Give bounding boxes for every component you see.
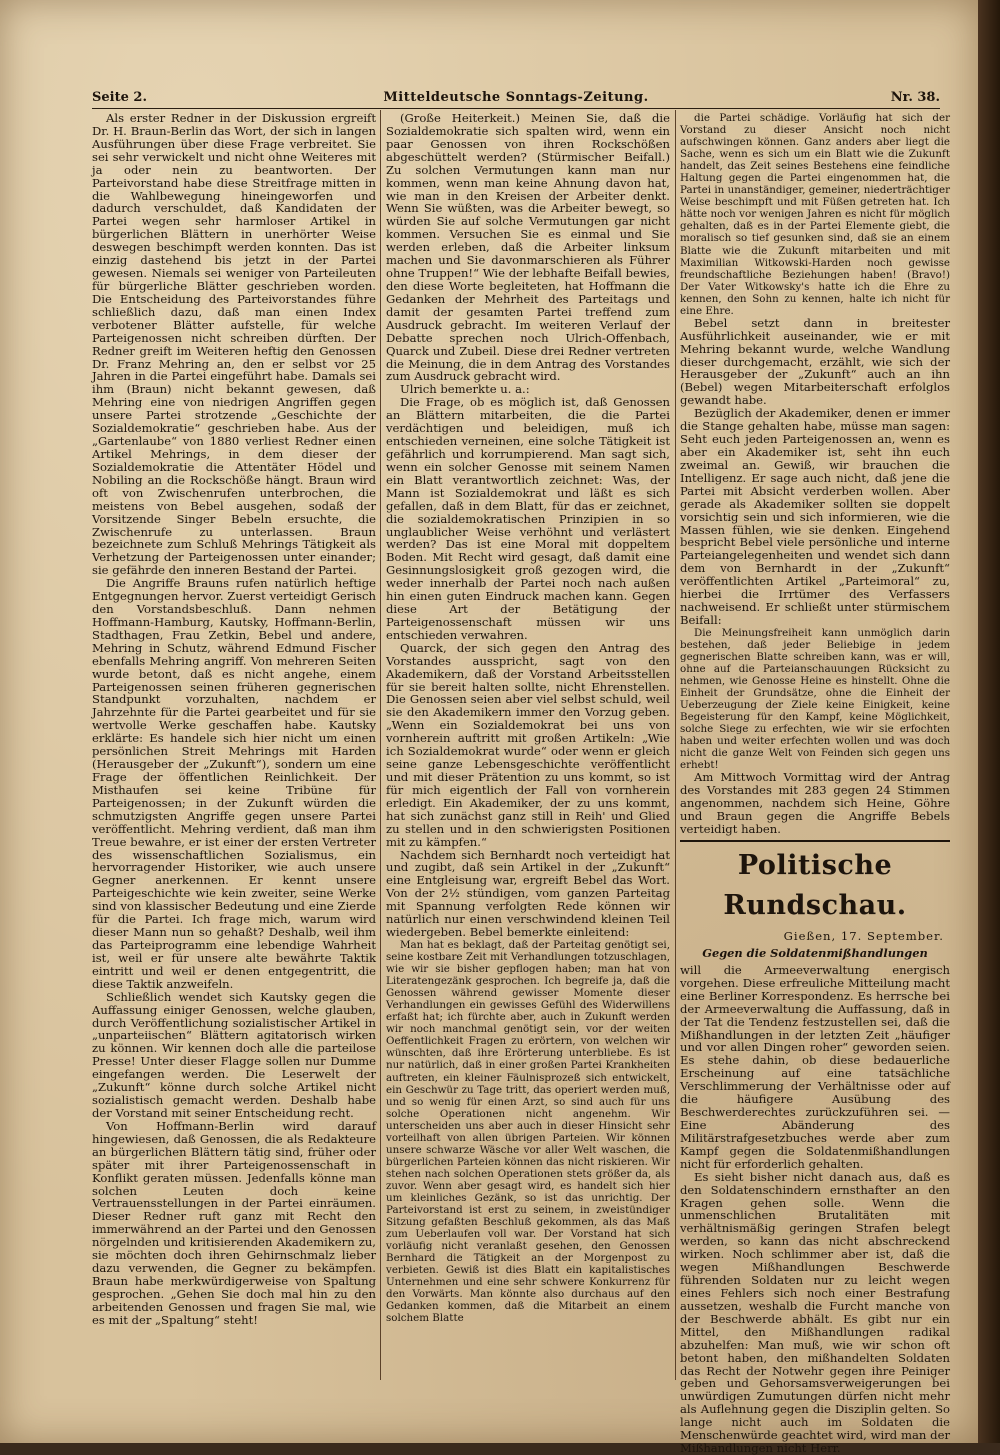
paragraph: Bebel setzt dann in breitester Ausführlichkeit auseinander, wie er mit Mehring bekannt wurde, welche Wandlung dieser durchgemacht, erzählt, wie sich der Herausgeber der „Zukunft“ auch an ihn (Bebel) wegen Mitarbeiterschaft erfolglos gewandt habe. — [680, 315, 950, 408]
page-number: Seite 2. — [92, 90, 147, 105]
section-rule — [680, 840, 950, 842]
paragraph: Nachdem sich Bernhardt noch verteidigt hat und zugibt, daß sein Artikel in der „Zukunft“ eine Entgleisung war, ergreift Bebel das Wort. Von der 2½ stündigen, vom ganzen Parteitag mit Spannung verfolgten Rede können wir natürlich nur einen verschwindend kleinen Teil wiedergeben. Bebel bemerkte einleitend: — [386, 847, 670, 940]
article-subhead: Gegen die Soldatenmißhandlungen — [702, 946, 928, 961]
page-header — [92, 86, 940, 108]
paragraph: Bezüglich der Akademiker, denen er immer die Stange gehalten habe, müsse man sagen: Seht euch jeden Parteigenossen an, wenn es aber ein Akademiker ist, seht ihn euch zweimal an. Gewiß, wir brauchen die Intelligenz. Er sage auch nicht, daß jene die Partei mit Absicht verderben wollen. Aber gerade als Akademiker sollten sie doppelt vorsichtig sein und sich informieren, wie die Massen fühlen, wie sie denken. Eingehend bespricht Bebel viele persönliche und interne Parteiangelegenheiten und wendet sich dann dem von Bernhardt in der „Zukunft“ veröffentlichten Artikel „Parteimoral“ zu, hierbei die Irrtümer des Verfassers nachweisend. Er schließt unter stürmischem Beifall: — [680, 406, 950, 627]
paragraph: Von Hoffmann-Berlin wird darauf hingewiesen, daß Genossen, die als Redakteure an bürgerlichen Blättern tätig sind, früher oder später mit ihrer Parteigenossenschaft in Konflikt geraten müssen. Jedenfalls könne man solchen Leuten doch keine Vertrauensstellungen in der Partei einräumen. Dieser Redner ruft ganz mit Recht den immerwährend an der Partei und den Genossen nörgelnden und kritisierenden Akademikern zu, sie möchten doch ihren Gehirnschmalz lieber dazu verwenden, die Gegner zu bekämpfen. Braun habe merkwürdigerweise von Spaltung gesprochen. „Gehen Sie doch mal hin zu den arbeitenden Genossen und fragen Sie mal, wie es mit der „Spaltung“ steht! — [92, 1118, 376, 1327]
quoted-speech: die Partei schädige. Vorläufig hat sich der Vorstand zu dieser Ansicht noch nicht aufschwingen können. Ganz anders aber liegt die Sache, wenn es sich um ein Blatt wie die Zukunft handelt, das Zeit seines Bestehens eine feindliche Haltung gegen die Partei eingenommen hat, die Partei in unanständiger, gemeiner, niederträchtiger Weise beschimpft und mit Füßen getreten hat. Ich hätte noch vor wenigen Jahren es nicht für möglich gehalten, daß es in der Partei Elemente giebt, die moralisch so tief gesunken sind, daß sie an einem Blatte wie die Zukunft mitarbeiten und mit Maximilian Witkowski-Harden noch gewisse freundschaftliche Beziehungen haben! (Bravo!) Der Vater Witkowsky's hatte ich die Ehre zu kennen, den Sohn zu kennen, halte ich nicht für eine Ehre. — [680, 112, 950, 317]
paragraph: Als erster Redner in der Diskussion ergreift Dr. H. Braun-Berlin das Wort, der sich in langen Ausführungen über diese Frage verbreitet. Sie sei sehr verwickelt und nicht ohne Weiteres mit ja oder nein zu beantworten. Der Parteivorstand habe diese Streitfrage mitten in die Wahlbewegung hineingeworfen und dadurch verschuldet, daß Kandidaten der Partei wegen sehr harmloser Artikel in bürgerlichen Blättern in unerhörter Weise deswegen beschimpft werden konnten. Das ist einzig dastehend bis jetzt in der Partei gewesen. Niemals sei weniger von Parteileuten für bürgerliche Blätter geschrieben worden. Die Entscheidung des Parteivorstandes führe schließlich dazu, daß man einen Index verbotener Blätter aufstelle, für welche Parteigenossen nicht schreiben dürften. Der Redner greift im Weiteren heftig den Genossen Dr. Franz Mehring an, den er selbst vor 25 Jahren in die Partei eingeführt habe. Damals sei ihm (Braun) nicht bekannt gewesen, daß Mehring eine von niedrigen Angriffen gegen unsere Partei strotzende „Geschichte der Sozialdemokratie“ geschrieben habe. Aus der „Gartenlaube“ von 1880 verliest Redner einen Artikel Mehrings, in dem dieser der Sozialdemokratie die Attentäter Hödel und Nobiling an die Rockschöße hängt. Braun wird oft von Zwischenrufen unterbrochen, die meistens von Bebel ausgehen, sodaß der Vorsitzende Singer Bebeln ersuchte, die Zwischenrufe zu unterlassen. Braun bezeichnete zum Schluß Mehrings Tätigkeit als Verhetzung der Parteigenossen unter einander; sie gefährde den inneren Bestand der Partei. — [92, 111, 376, 578]
paragraph: Die Angriffe Brauns rufen natürlich heftige Entgegnungen hervor. Zuerst verteidigt Gerisch den Vorstandsbeschluß. Dann nehmen Hoffmann-Hamburg, Kautsky, Hoffmann-Berlin, Stadthagen, Frau Zetkin, Bebel und andere, Mehring in Schutz, während Edmund Fischer ebenfalls Mehring angriff. Von mehreren Seiten wurde betont, daß es nicht angehe, einem Parteigenossen seinen früheren gegnerischen Standpunkt vorzuhalten, nachdem er Jahrzehnte für die Partei gearbeitet und für sie wertvolle Werke geschaffen habe. Kautsky erklärte: Es handele sich hier nicht um einen persönlichen Streit Mehrings mit Harden (Herausgeber der „Zukunft“), sondern um eine Frage der öffentlichen Reinlichkeit. Der Misthaufen sei keine Tribüne für Parteigenossen; in der Zukunft würden die schmutzigsten Angriffe gegen unsere Partei veröffentlicht. Mehring verdient, daß man ihm Treue bewahre, er ist einer der ersten Vertreter des wissenschaftlichen Sozialismus, ein hervorragender Historiker, wie auch unsere Gegner anerkennen. Er kennt unsere Parteigeschichte wie kein zweiter, seine Werke sind von klassischer Bedeutung und eine Zierde für die Partei. Ich frage mich, warum wird dieser Mann nun so gehaßt? Deshalb, weil ihm das Parteiprogramm eine lebendige Wahrheit ist, weil er für unsere alte bewährte Taktik eintritt und weil er denen entgegentritt, die diese Taktik anzweifeln. — [92, 576, 376, 991]
paragraph: Ulrich bemerkte u. a.: — [400, 382, 530, 397]
paragraph: Es sieht bisher nicht danach aus, daß es den Soldatenschindern ernsthafter an den Kragen gehen solle. Wenn die unmenschlichen Brutalitäten mit verhältnismäßig geringen Strafen belegt werden, so kann das nicht abschreckend wirken. Noch schlimmer aber ist, daß die wegen Mißhandlungen Beschwerde führenden Soldaten nur zu leicht wegen eines Fehlers sich noch einer Bestrafung aussetzen, weshalb die Furcht manche von der Beschwerde abhält. Es gibt nur ein Mittel, den Mißhandlungen radikal abzuhelfen: Man muß, wie wir schon oft betont haben, den mißhandelten Soldaten das Recht der Notwehr gegen ihre Peiniger geben und Gehorsamsverweigerungen bei unwürdigen Zumutungen dürfen nicht mehr als Auflehnung gegen die Disziplin gelten. So lange nicht auch im Soldaten die Menschenwürde geachtet wird, wird man der Mißhandlungen nicht Herr. — [680, 1169, 950, 1455]
paragraph: Am Mittwoch Vormittag wird der Antrag des Vorstandes mit 283 gegen 24 Stimmen angenommen, nachdem sich Heine, Göhre und Braun gegen die Angriffe Bebels verteidigt haben. — [680, 770, 950, 837]
paragraph: Schließlich wendet sich Kautsky gegen die Auffassung einiger Genossen, welche glauben, durch Veröffentlichung sozialistischer Artikel in „unparteiischen“ Blättern agitatorisch wirken zu können. Wir kennen doch alle die parteilose Presse! Unter dieser Flagge sollen nur Dumme eingefangen werden. Die Leserwelt der „Zukunft“ könne durch solche Artikel nicht sozialistisch gemacht werden. Deshalb habe der Vorstand mit seiner Entscheidung recht. — [92, 989, 376, 1120]
dateline: Gießen, 17. September. — [783, 929, 944, 944]
column-divider — [675, 110, 676, 1380]
quoted-speech: Die Meinungsfreiheit kann unmöglich darin bestehen, daß jeder Beliebige in jedem gegnerischen Blatte schreiben kann, was er will, ohne auf die Parteianschauungen Rücksicht zu nehmen, wie Genosse Heine es hinstellt. Ohne die Einheit der Grundsätze, ohne die Einheit der Ueberzeugung der Ziele keine Einigkeit, keine Begeisterung für den Kampf, keine Möglichkeit, solche Siege zu erfechten, wie wir sie erfochten haben und weiter erfechten wollen und was doch nicht die ganze Welt von Feinden sich gegen uns erhebt! — [680, 626, 950, 772]
binding-edge — [978, 0, 1000, 1443]
paragraph: (Große Heiterkeit.) Meinen Sie, daß die Sozialdemokratie sich spalten wird, wenn ein paar Genossen von ihren Rockschößen abgeschüttelt werden? (Stürmischer Beifall.) Zu solchen Vermutungen kann man nur kommen, wenn man keine Ahnung davon hat, wie man in den Kreisen der Arbeiter denkt. Wenn Sie wüßten, was die Arbeiter bewegt, so würden Sie auf solche Vermutungen gar nicht kommen. Versuchen Sie es einmal und Sie werden erleben, daß die Arbeiter linksum machen und Sie davonmarschieren als Führer ohne Truppen!“ Wie der lebhafte Beifall bewies, den diese Worte begleiteten, hat Hoffmann die Gedanken der Mehrheit des Parteitags und damit der gesamten Partei treffend zum Ausdruck gebracht. Im weiteren Verlauf der Debatte sprechen noch Ulrich-Offenbach, Quarck und Zubeil. Diese drei Redner vertreten die Meinung, die in dem Antrag des Vorstandes zum Ausdruck gebracht wird. — [386, 111, 670, 384]
column-1 — [92, 112, 376, 1372]
newspaper-title: Mitteldeutsche Sonntags-Zeitung. — [383, 90, 649, 105]
header-rule — [92, 108, 940, 109]
section-title: Politische Rundschau. — [723, 850, 907, 922]
paragraph: will die Armeeverwaltung energisch vorgehen. Diese erfreuliche Mitteilung macht eine Berliner Korrespondenz. Es herrsche bei der Armeeverwaltung die Auffassung, daß in der Tat die Tendenz festzustellen sei, daß die Mißhandlungen in der letzten Zeit „häufiger und vor allen Dingen roher“ geworden seien. Es stehe dahin, ob diese bedauerliche Erscheinung auf eine tatsächliche Verschlimmerung der Verhältnisse oder auf die häufigere Ausübung des Beschwerderechtes zurückzuführen sei. — Eine Abänderung des Militärstrafgesetzbuches werde aber zum Kampf gegen die Soldatenmißhandlungen nicht für erforderlich gehalten. — [680, 962, 950, 1171]
paragraph: Die Frage, ob es möglich ist, daß Genossen an Blättern mitarbeiten, die die Partei verdächtigen und beleidigen, muß ich entschieden verneinen, eine solche Tätigkeit ist gefährlich und korrumpierend. Man sagt sich, wenn ein solcher Genosse mit seinem Namen ein Blatt verantwortlich zeichnet: Was, der Mann ist Sozialdemokrat und läßt es sich gefallen, daß in dem Blatt, für das er zeichnet, die sozialdemokratischen Prinzipien in so unglaublicher Weise verhöhnt und verlästert werden? Das ist eine Moral mit doppeltem Boden. Mit Recht wird gesagt, daß damit eine Gesinnungslosigkeit groß gezogen wird, die weder innerhalb der Partei noch nach außen hin einen guten Eindruck machen kann. Gegen diese Art der Betätigung der Parteigenossenschaft müssen wir uns entschieden verwahren. — [386, 395, 670, 642]
column-divider — [380, 110, 381, 1380]
issue-number: Nr. 38. — [890, 90, 940, 105]
paragraph: Quarck, der sich gegen den Antrag des Vorstandes ausspricht, sagt von den Akademikern, daß der Vorstand Arbeitsstellen für sie bereit halten sollte, nicht Ehrenstellen. Die Genossen seien aber viel selbst schuld, weil sie den Akademikern immer den Vorzug geben. „Wenn ein Sozialdemokrat bei uns von vornherein auftritt mit großen Artikeln: „Wie ich Sozialdemokrat wurde“ oder wenn er gleich seine ganze Lebensgeschichte veröffentlicht und mit dieser Prätention zu uns kommt, so ist für mich eigentlich der Fall von vornherein erledigt. Ein Akademiker, der zu uns kommt, hat sich zunächst ganz still in Reih' und Glied zu stellen und in den schwierigsten Positionen mit zu kämpfen.“ — [386, 640, 670, 849]
column-2 — [386, 112, 670, 1372]
column-3 — [680, 112, 950, 1455]
quoted-speech: Man hat es beklagt, daß der Parteitag genötigt sei, seine kostbare Zeit mit Verhandlungen totzuschlagen, wie wir sie bisher gepflogen haben; man hat von Literatengezänk gesprochen. Ich begreife ja, daß die Genossen während gewisser Momente dieser Verhandlungen ein gewisses Gefühl des Widerwillens erfaßt hat; ich fürchte aber, auch in Zukunft werden wir noch manchmal genötigt sein, vor der weiten Oeffentlichkeit Fragen zu erörtern, von welchen wir wünschten, daß ihre Erörterung unterbliebe. Es ist nur natürlich, daß in einer großen Partei Krankheiten auftreten, ein kleiner Fäulnisprozeß sich entwickelt, ein Geschwür zu Tage tritt, das operiert werden muß, und so wenig für einen Arzt, so sind auch für uns solche Operationen nicht angenehm. Wir unterscheiden uns aber auch in dieser Hinsicht sehr vorteilhaft von allen übrigen Parteien. Wir können unsere schwarze Wäsche vor aller Welt waschen, die bürgerlichen Parteien können das nicht riskieren. Wir stehen nach solchen Operationen stets größer da, als zuvor. Wenn aber gesagt wird, es handelt sich hier um kleinliches Gezänk, so ist das unrichtig. Der Parteivorstand ist erst zu seinem, in zweistündiger Sitzung gefaßten Beschluß gekommen, als das Maß zum Ueberlaufen voll war. Der Vorstand hat sich vorläufig nicht veranlaßt gesehen, den Genossen Bernhard die Tätigkeit an der Morgenpost zu verbieten. Gewiß ist dies Blatt ein kapitalistisches Unternehmen und eine sehr schwere Konkurrenz für den Vorwärts. Man könnte also durchaus auf den Gedanken kommen, daß die Mitarbeit an einem solchem Blatte — [386, 939, 670, 1325]
